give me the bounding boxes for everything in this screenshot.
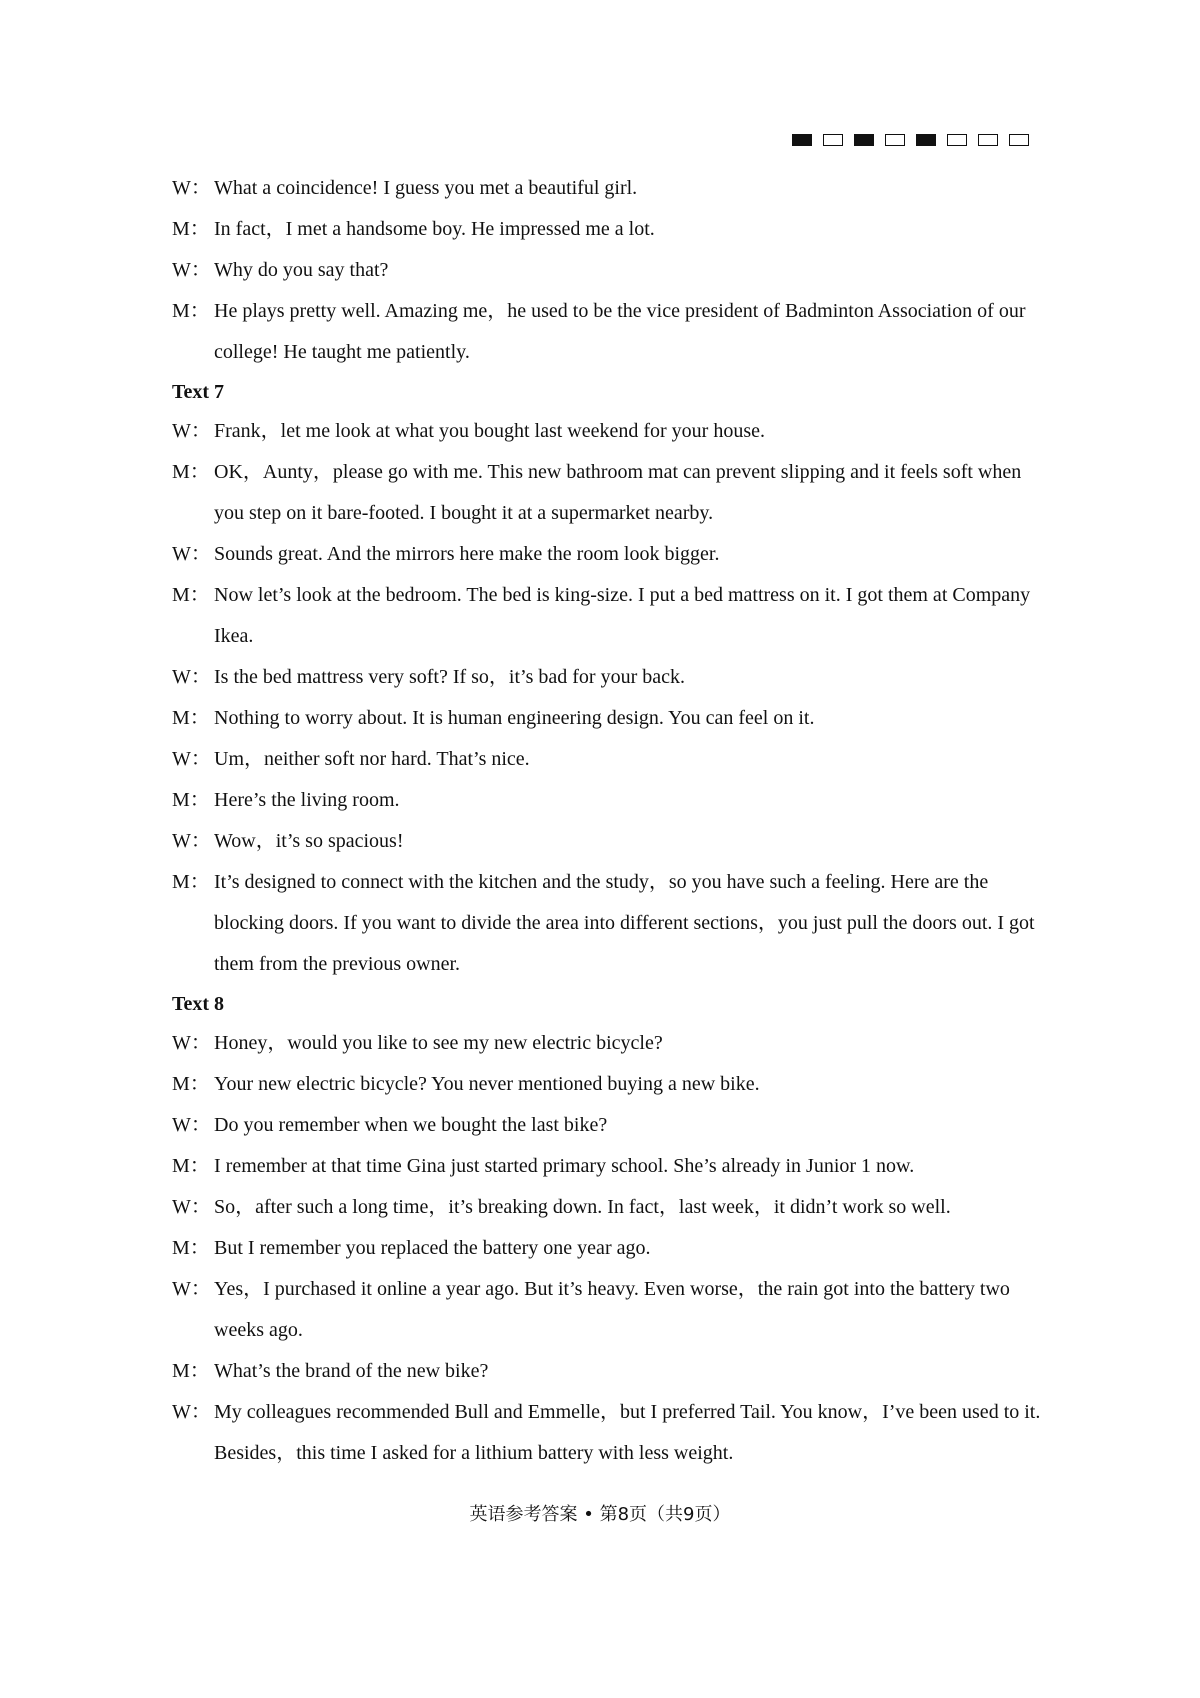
- dialogue-text: Yes，I purchased it online a year ago. But it’s heavy. Even worse，the rain got into the battery two weeks ago.: [214, 1278, 1010, 1341]
- speaker-label: M：: [172, 707, 210, 729]
- dialogue-text: Your new electric bicycle? You never mentioned buying a new bike.: [214, 1073, 760, 1095]
- speaker-label: M：: [172, 1073, 210, 1095]
- speaker-label: W：: [172, 1278, 211, 1300]
- page-marks: [792, 134, 1029, 146]
- dialogue-line: [172, 821, 1052, 862]
- page-mark: [854, 134, 874, 146]
- dialogue-line: [172, 1392, 1052, 1474]
- dialogue-line: [172, 209, 1052, 250]
- page-mark: [916, 134, 936, 146]
- speaker-label: M：: [172, 218, 210, 240]
- speaker-label: W：: [172, 1196, 211, 1218]
- dialogue-line: [172, 1187, 1052, 1228]
- speaker-label: W：: [172, 1401, 211, 1423]
- dialogue-line: [172, 1064, 1052, 1105]
- dialogue-text: What’s the brand of the new bike?: [214, 1360, 489, 1382]
- dialogue-text: Do you remember when we bought the last bike?: [214, 1114, 608, 1136]
- dialogue-text: Now let’s look at the bedroom. The bed is king-size. I put a bed mattress on it. I got them at Company Ikea.: [214, 584, 1031, 647]
- section-heading: Text 7: [172, 381, 225, 403]
- dialogue-line: [172, 411, 1052, 452]
- dialogue-text: OK，Aunty，please go with me. This new bathroom mat can prevent slipping and it feels soft when you step on it bare-footed. I bought it at a supermarket nearby.: [214, 461, 1022, 524]
- speaker-label: W：: [172, 259, 211, 281]
- dialogue-line: [172, 1023, 1052, 1064]
- speaker-label: M：: [172, 1237, 210, 1259]
- page-footer: 英语参考答案 • 第8页（共9页）: [469, 1504, 731, 1525]
- dialogue-line: [172, 698, 1052, 739]
- transcript: [172, 168, 1052, 1474]
- dialogue-line: [172, 1228, 1052, 1269]
- dialogue-text: Um，neither soft nor hard. That’s nice.: [214, 748, 530, 770]
- speaker-label: W：: [172, 543, 211, 565]
- page-mark: [792, 134, 812, 146]
- dialogue-line: [172, 1351, 1052, 1392]
- speaker-label: W：: [172, 177, 211, 199]
- dialogue-line: [172, 862, 1052, 985]
- page-mark: [1009, 134, 1029, 146]
- dialogue-text: Sounds great. And the mirrors here make the room look bigger.: [214, 543, 720, 565]
- dialogue-text: It’s designed to connect with the kitchen and the study，so you have such a feeling. Here are the blocking doors. If you want to divide the area into different sections，you just pull the doors out. I got them from the previous owner.: [214, 871, 1035, 975]
- dialogue-text: Why do you say that?: [214, 259, 389, 281]
- page-mark: [823, 134, 843, 146]
- dialogue-line: [172, 657, 1052, 698]
- dialogue-text: I remember at that time Gina just started primary school. She’s already in Junior 1 now.: [214, 1155, 915, 1177]
- dialogue-text: In fact，I met a handsome boy. He impressed me a lot.: [214, 218, 655, 240]
- dialogue-line: [172, 1269, 1052, 1351]
- speaker-label: M：: [172, 584, 210, 606]
- speaker-label: W：: [172, 666, 211, 688]
- page-mark: [947, 134, 967, 146]
- dialogue-text: My colleagues recommended Bull and Emmelle，but I preferred Tail. You know，I’ve been used to it. Besides，this time I asked for a lithium battery with less weight.: [214, 1401, 1041, 1464]
- speaker-label: M：: [172, 1360, 210, 1382]
- dialogue-line: [172, 168, 1052, 209]
- speaker-label: W：: [172, 1032, 211, 1054]
- dialogue-line: [172, 1146, 1052, 1187]
- dialogue-text: Nothing to worry about. It is human engineering design. You can feel on it.: [214, 707, 815, 729]
- dialogue-line: [172, 739, 1052, 780]
- dialogue-line: [172, 780, 1052, 821]
- dialogue-line: [172, 250, 1052, 291]
- dialogue-line: [172, 534, 1052, 575]
- dialogue-text: What a coincidence! I guess you met a beautiful girl.: [214, 177, 638, 199]
- dialogue-text: Wow，it’s so spacious!: [214, 830, 404, 852]
- speaker-label: M：: [172, 789, 210, 811]
- dialogue-text: So，after such a long time，it’s breaking down. In fact，last week，it didn’t work so well.: [214, 1196, 951, 1218]
- dialogue-line: [172, 1105, 1052, 1146]
- speaker-label: M：: [172, 871, 210, 893]
- dialogue-text: Here’s the living room.: [214, 789, 400, 811]
- dialogue-line: [172, 452, 1052, 534]
- speaker-label: W：: [172, 420, 211, 442]
- dialogue-text: He plays pretty well. Amazing me，he used to be the vice president of Badminton Association of our college! He taught me patiently.: [214, 300, 1026, 363]
- speaker-label: W：: [172, 748, 211, 770]
- speaker-label: M：: [172, 461, 210, 483]
- dialogue-text: But I remember you replaced the battery one year ago.: [214, 1237, 651, 1259]
- section-heading: Text 8: [172, 993, 225, 1015]
- speaker-label: M：: [172, 300, 210, 322]
- speaker-label: W：: [172, 1114, 211, 1136]
- speaker-label: W：: [172, 830, 211, 852]
- speaker-label: M：: [172, 1155, 210, 1177]
- dialogue-text: Is the bed mattress very soft? If so，it’s bad for your back.: [214, 666, 685, 688]
- page-mark: [978, 134, 998, 146]
- dialogue-line: [172, 575, 1052, 657]
- dialogue-line: [172, 291, 1052, 373]
- dialogue-text: Frank，let me look at what you bought last weekend for your house.: [214, 420, 765, 442]
- dialogue-text: Honey，would you like to see my new electric bicycle?: [214, 1032, 663, 1054]
- page-mark: [885, 134, 905, 146]
